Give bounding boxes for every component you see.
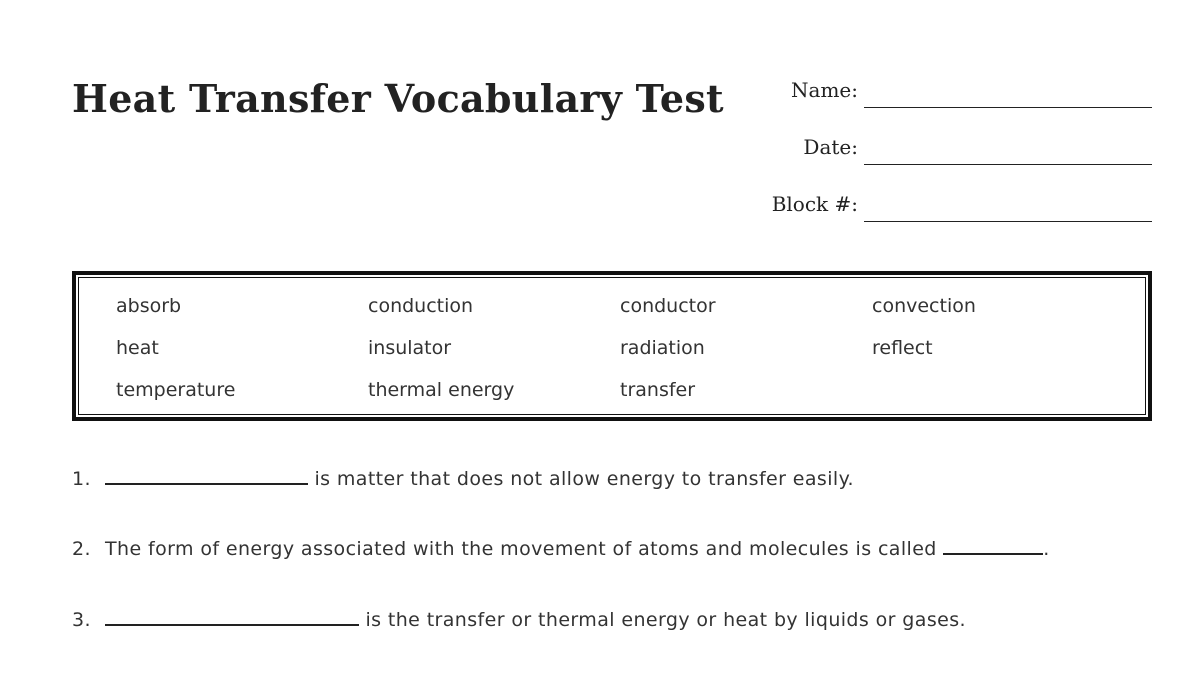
answer-blank[interactable] bbox=[105, 606, 359, 626]
word-bank-item: insulator bbox=[368, 337, 452, 359]
question-2 bbox=[72, 535, 1050, 560]
word-bank-item: transfer bbox=[620, 379, 696, 401]
question-3 bbox=[72, 606, 966, 631]
date-label: Date: bbox=[803, 135, 858, 159]
question-number: 3. bbox=[72, 609, 91, 631]
question-1 bbox=[72, 465, 854, 490]
page-title: Heat Transfer Vocabulary Test bbox=[72, 76, 724, 121]
block-label: Block #: bbox=[771, 192, 858, 216]
question-punctuation: . bbox=[1043, 538, 1050, 560]
question-number: 1. bbox=[72, 468, 91, 490]
question-text: The form of energy associated with the movement of atoms and molecules is called bbox=[105, 538, 937, 560]
word-bank-item: conduction bbox=[368, 295, 474, 317]
word-bank-item: absorb bbox=[116, 295, 182, 317]
question-text: is the transfer or thermal energy or heat by liquids or gases. bbox=[365, 609, 966, 631]
answer-blank[interactable] bbox=[943, 535, 1043, 555]
word-bank-item: heat bbox=[116, 337, 159, 359]
block-field-row bbox=[700, 188, 1152, 222]
date-field-row bbox=[700, 131, 1152, 165]
name-blank-line[interactable] bbox=[864, 107, 1152, 108]
word-bank-item: reflect bbox=[872, 337, 933, 359]
word-bank-item: convection bbox=[872, 295, 976, 317]
word-bank bbox=[72, 271, 1152, 421]
block-blank-line[interactable] bbox=[864, 221, 1152, 222]
name-field-row bbox=[700, 74, 1152, 108]
word-bank-item: thermal energy bbox=[368, 379, 515, 401]
name-label: Name: bbox=[791, 78, 858, 102]
answer-blank[interactable] bbox=[105, 465, 308, 485]
word-bank-item: temperature bbox=[116, 379, 236, 401]
word-bank-item: radiation bbox=[620, 337, 705, 359]
question-number: 2. bbox=[72, 538, 91, 560]
question-text: is matter that does not allow energy to transfer easily. bbox=[314, 468, 854, 490]
date-blank-line[interactable] bbox=[864, 164, 1152, 165]
word-bank-item: conductor bbox=[620, 295, 716, 317]
